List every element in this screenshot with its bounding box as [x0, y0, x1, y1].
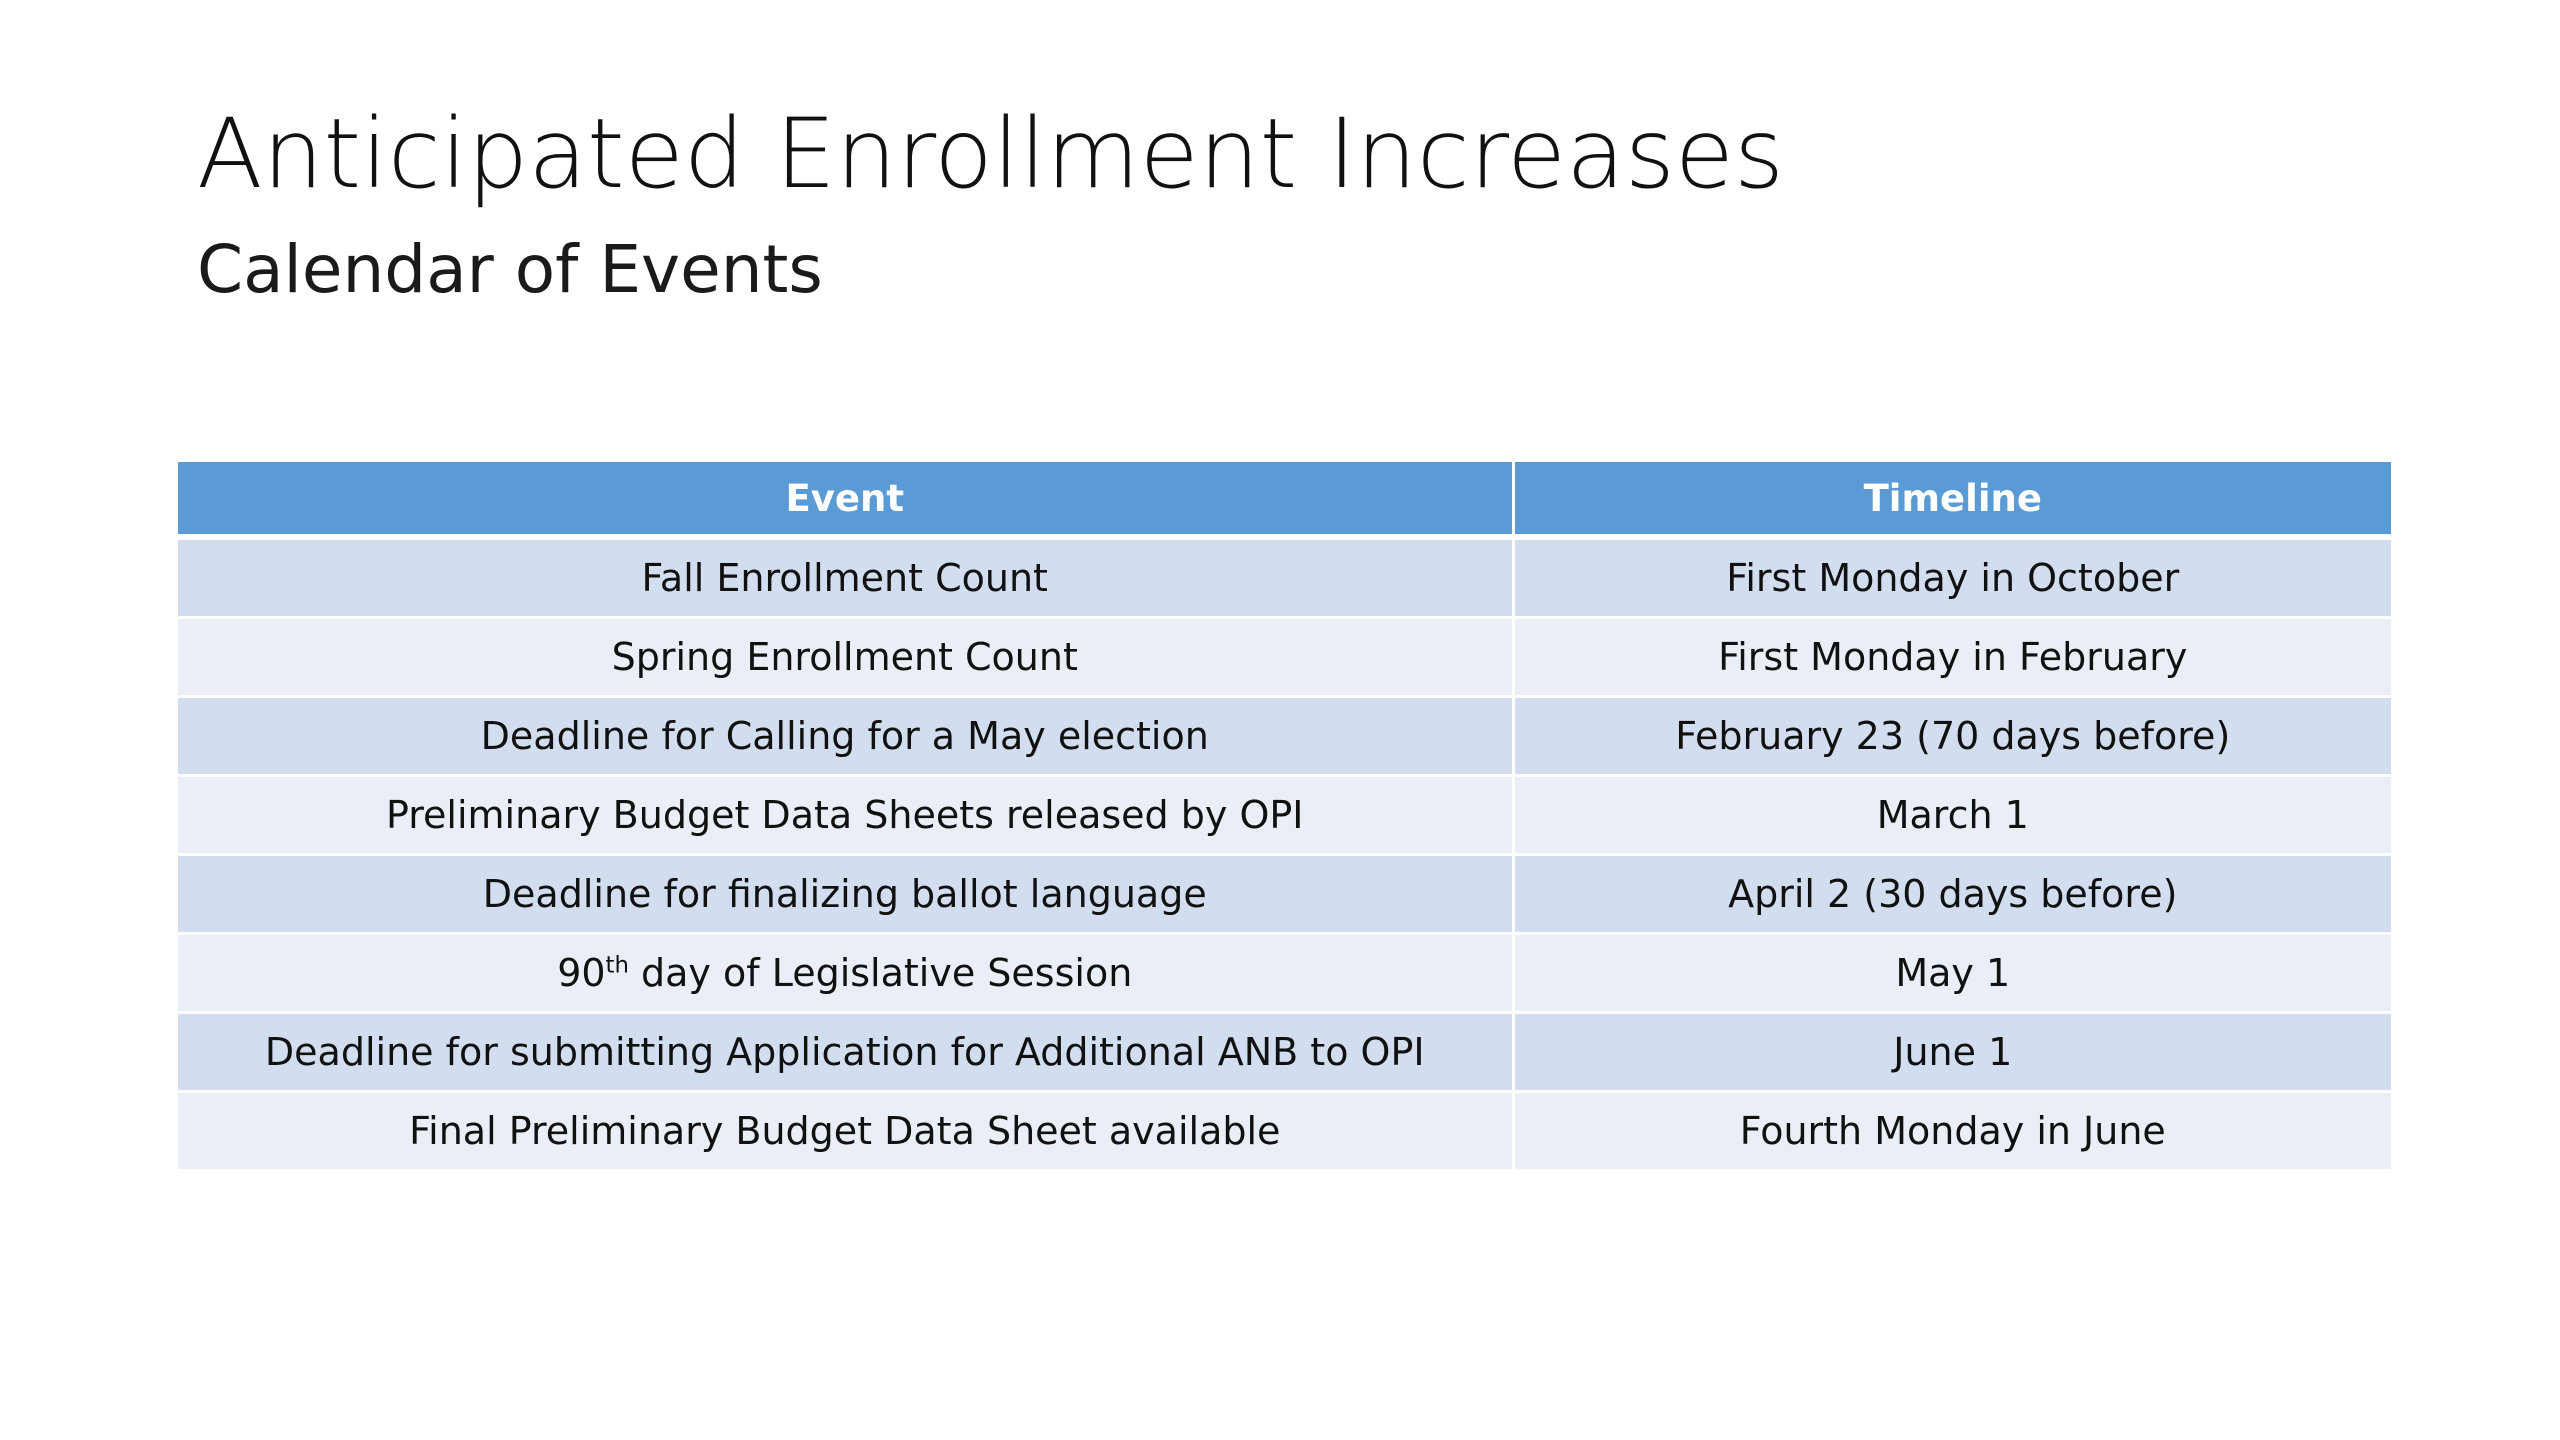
timeline-cell: May 1: [1513, 934, 2391, 1013]
timeline-cell: March 1: [1513, 776, 2391, 855]
table-row: [178, 537, 2391, 618]
table-row: [178, 1013, 2391, 1092]
table-row: [178, 697, 2391, 776]
table-row: [178, 776, 2391, 855]
event-cell: Fall Enrollment Count: [178, 537, 1513, 618]
table-row: [178, 855, 2391, 934]
timeline-cell: Fourth Monday in June: [1513, 1092, 2391, 1171]
event-cell: Spring Enrollment Count: [178, 618, 1513, 697]
slide-subtitle: Calendar of Events: [197, 231, 823, 308]
timeline-cell: First Monday in February: [1513, 618, 2391, 697]
table-row: [178, 934, 2391, 1013]
timeline-cell: April 2 (30 days before): [1513, 855, 2391, 934]
timeline-cell: February 23 (70 days before): [1513, 697, 2391, 776]
event-cell: Deadline for finalizing ballot language: [178, 855, 1513, 934]
header-timeline: Timeline: [1513, 462, 2391, 537]
table-header-row: [178, 462, 2391, 537]
event-cell: Deadline for submitting Application for Additional ANB to OPI: [178, 1013, 1513, 1092]
events-table: [178, 462, 2391, 1172]
event-text: day of Legislative Session: [628, 951, 1133, 995]
timeline-cell: June 1: [1513, 1013, 2391, 1092]
event-ordinal-suffix: th: [605, 952, 629, 979]
event-cell: [178, 934, 1513, 1013]
event-cell: Preliminary Budget Data Sheets released by OPI: [178, 776, 1513, 855]
table-row: [178, 1092, 2391, 1171]
slide-title: Anticipated Enrollment Increases: [197, 98, 1784, 210]
event-cell: Final Preliminary Budget Data Sheet available: [178, 1092, 1513, 1171]
header-event: Event: [178, 462, 1513, 537]
event-cell: Deadline for Calling for a May election: [178, 697, 1513, 776]
table-row: [178, 618, 2391, 697]
timeline-cell: First Monday in October: [1513, 537, 2391, 618]
events-table-container: [178, 462, 2391, 1172]
event-ordinal-number: 90: [557, 951, 606, 995]
